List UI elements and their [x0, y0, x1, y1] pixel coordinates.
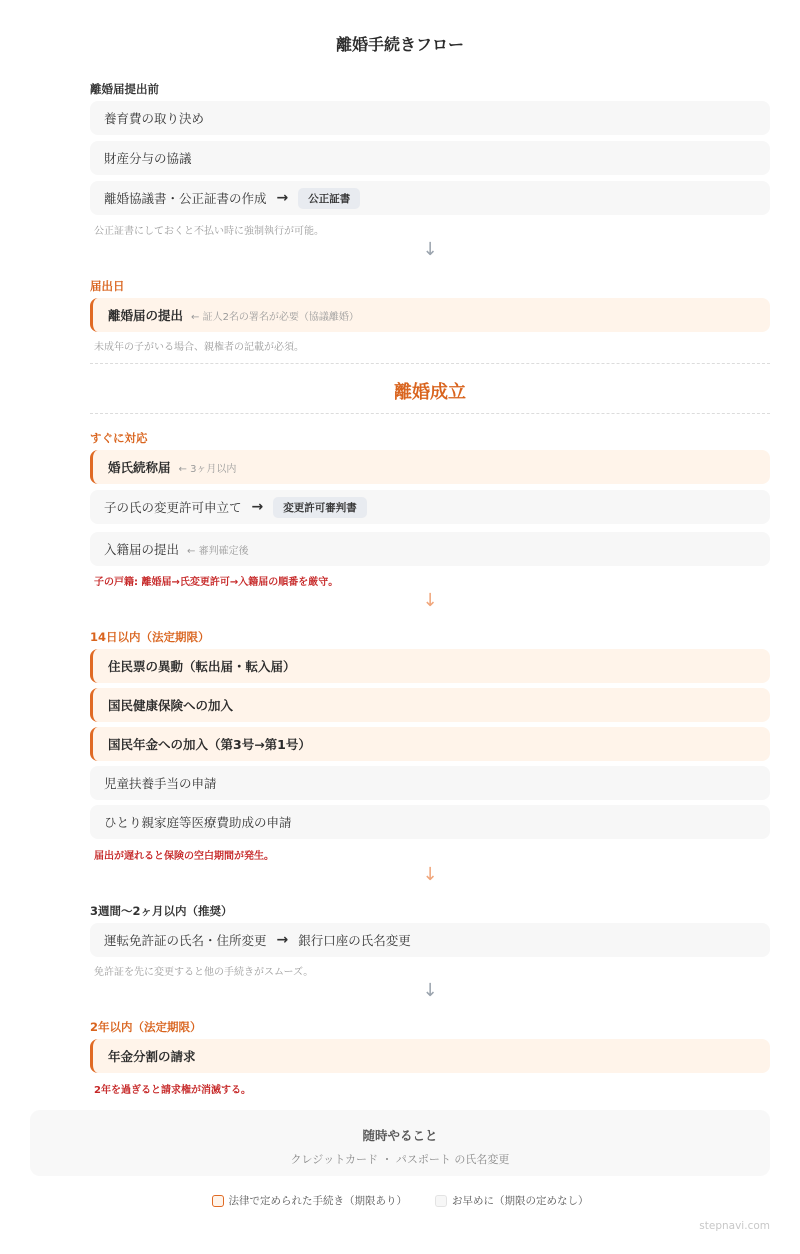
step-label: 子の氏の変更許可申立て [104, 500, 242, 515]
step-license-bank-change [90, 923, 770, 957]
step-child-surname-change [90, 490, 770, 524]
note-weeks: 免許証を先に変更すると他の手続きがスムーズ。 [94, 967, 314, 978]
step-agreement-document [90, 181, 770, 215]
anytime-title: 随時やること [362, 1128, 438, 1143]
step-surname-continuation [90, 450, 770, 484]
step-pension-split [90, 1039, 770, 1073]
right-arrow-icon: → [276, 190, 289, 206]
warning-soon: 子の戸籍: 離婚届→氏変更許可→入籍届の順番を厳守。 [94, 577, 339, 588]
step-health-insurance [90, 688, 770, 722]
section-label-before: 離婚届提出前 [90, 82, 159, 96]
anytime-box [30, 1110, 770, 1176]
down-arrow-icon: ↓ [422, 590, 438, 611]
step-single-parent-medical [90, 805, 770, 839]
anytime-items: クレジットカード ・ パスポート の氏名変更 [290, 1153, 510, 1166]
step-label: 児童扶養手当の申請 [104, 776, 217, 791]
step-label: 国民健康保険への加入 [108, 698, 234, 713]
early-swatch-icon [435, 1195, 447, 1207]
step-label: 入籍届の提出 [104, 542, 180, 557]
output-badge: 変更許可審判書 [273, 497, 367, 518]
section-label-2years: 2年以内（法定期限） [90, 1020, 202, 1034]
divider [90, 413, 770, 414]
down-arrow-icon: ↓ [422, 864, 438, 885]
step-note: ← 審判確定後 [187, 545, 249, 557]
step-family-register-entry [90, 532, 770, 566]
section-label-14days: 14日以内（法定期限） [90, 630, 210, 644]
legend-label: 法律で定められた手続き（期限あり） [228, 1195, 407, 1207]
right-arrow-icon: → [276, 932, 289, 948]
legend [0, 1193, 800, 1208]
output-badge: 公正証書 [298, 188, 360, 209]
step-label: 国民年金への加入（第3号→第1号） [108, 737, 311, 752]
step-divorce-submission [90, 298, 770, 332]
site-credit: stepnavi.com [699, 1220, 770, 1232]
step-label: 離婚協議書・公正証書の作成 [104, 191, 267, 206]
step-label: 住民票の異動（転出届・転入届） [108, 659, 296, 674]
down-arrow-icon: ↓ [422, 980, 438, 1001]
step-note: ← 証人2名の署名が必要（協議離婚） [191, 311, 359, 323]
step-resident-transfer [90, 649, 770, 683]
step-note: ← 3ヶ月以内 [178, 463, 237, 475]
step-label: 財産分与の協議 [104, 151, 192, 166]
step-label: ひとり親家庭等医療費助成の申請 [104, 815, 292, 830]
step-national-pension [90, 727, 770, 761]
note-before: 公正証書にしておくと不払い時に強制執行が可能。 [94, 226, 324, 237]
step-label: 養育費の取り決め [104, 111, 205, 126]
section-label-weeks: 3週間〜2ヶ月以内（推奨） [90, 904, 233, 918]
right-arrow-icon: → [251, 499, 264, 515]
step-child-allowance [90, 766, 770, 800]
divider [90, 363, 770, 364]
section-label-soon: すぐに対応 [90, 431, 148, 445]
legal-swatch-icon [212, 1195, 224, 1207]
step-label: 銀行口座の氏名変更 [298, 933, 411, 948]
step-label: 離婚届の提出 [108, 308, 184, 323]
step-label: 運転免許証の氏名・住所変更 [104, 933, 267, 948]
page-title: 離婚手続きフロー [335, 35, 464, 54]
warning-2years: 2年を過ぎると請求権が消滅する。 [94, 1085, 251, 1096]
step-property-division [90, 141, 770, 175]
legend-item-legal [212, 1193, 408, 1208]
section-label-day: 届出日 [90, 279, 125, 293]
legend-item-early [435, 1193, 589, 1208]
step-label: 年金分割の請求 [108, 1049, 196, 1064]
warning-14days: 届出が遅れると保険の空白期間が発生。 [94, 851, 274, 862]
step-child-support [90, 101, 770, 135]
note-day: 未成年の子がいる場合、親権者の記載が必須。 [94, 342, 304, 353]
step-label: 婚氏続称届 [108, 460, 171, 475]
down-arrow-icon: ↓ [422, 239, 438, 260]
milestone-divorce-complete: 離婚成立 [394, 382, 466, 403]
legend-label: お早めに（期限の定めなし） [452, 1195, 589, 1207]
